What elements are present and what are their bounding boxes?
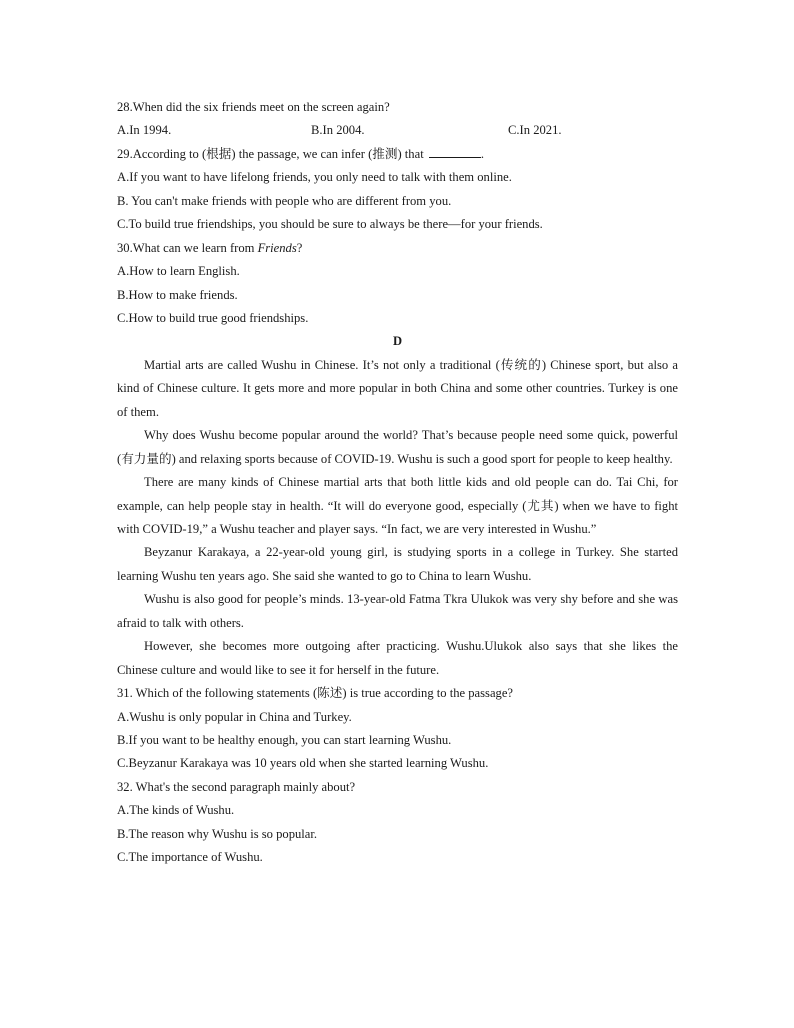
question-32-option-c: C.The importance of Wushu. bbox=[117, 850, 263, 865]
passage-paragraph-1: Martial arts are called Wushu in Chinese. It’s not only a traditional (传统的) Chinese sport, but also a kind of Chinese culture. It gets more and more popular in both China and some other countries. Turkey is one of them. bbox=[117, 357, 678, 419]
question-30-stem bbox=[117, 237, 678, 260]
question-30-stem-title: Friends bbox=[257, 240, 297, 255]
question-31-option-b: B.If you want to be healthy enough, you can start learning Wushu. bbox=[117, 733, 452, 748]
passage-paragraph-3: There are many kinds of Chinese martial arts that both little kids and old people can do. Tai Chi, for example, can help people stay in health. “It will do everyone good, especially (尤其) when we have to fight with COVID-19,” a Wushu teacher and player says. “In fact, we are very interested in Wushu.” bbox=[117, 475, 678, 536]
question-28-options bbox=[117, 119, 678, 142]
question-30-option-b: B.How to make friends. bbox=[117, 287, 238, 302]
passage-paragraph-4: Beyzanur Karakaya, a 22-year-old young girl, is studying sports in a college in Turkey. She started learning Wushu ten years ago. She said she wanted to go to China to learn Wushu. bbox=[117, 545, 678, 583]
question-31-stem: 31. Which of the following statements (陈述) is true according to the passage? bbox=[117, 686, 514, 701]
question-32-stem: 32. What's the second paragraph mainly about? bbox=[117, 779, 356, 794]
question-28-option-a: A.In 1994. bbox=[117, 123, 172, 138]
passage-paragraph-6: However, she becomes more outgoing after practicing. Wushu.Ulukok also says that she likes the Chinese culture and would like to see it for herself in the future. bbox=[117, 639, 678, 677]
question-28-option-b: B.In 2004. bbox=[311, 123, 365, 138]
question-32-option-b: B.The reason why Wushu is so popular. bbox=[117, 826, 318, 841]
question-30-stem-pre: 30.What can we learn from bbox=[117, 240, 258, 255]
passage-paragraph-2: Why does Wushu become popular around the world? That’s because people need some quick, powerful (有力量的) and relaxing sports because of COVID-19. Wushu is such a good sport for people to keep healthy. bbox=[117, 428, 678, 466]
question-28-option-c: C.In 2021. bbox=[508, 123, 562, 138]
question-29-stem-end: . bbox=[480, 146, 485, 161]
passage-paragraph-5: Wushu is also good for people’s minds. 13-year-old Fatma Tkra Ulukok was very shy before and she was afraid to talk with others. bbox=[117, 592, 678, 630]
question-29-option-c: C.To build true friendships, you should be sure to always be there—for your friends. bbox=[117, 217, 543, 232]
question-30-stem-post: ? bbox=[296, 240, 303, 255]
question-31-option-c: C.Beyzanur Karakaya was 10 years old when she started learning Wushu. bbox=[117, 756, 489, 771]
question-29-option-a: A.If you want to have lifelong friends, you only need to talk with them online. bbox=[117, 170, 512, 185]
question-30-option-a: A.How to learn English. bbox=[117, 264, 240, 279]
page-content bbox=[117, 96, 678, 870]
question-29-option-b: B. You can't make friends with people who are different from you. bbox=[117, 193, 452, 208]
question-31-option-a: A.Wushu is only popular in China and Turkey. bbox=[117, 709, 352, 724]
question-29-stem bbox=[117, 143, 678, 166]
question-30-option-c: C.How to build true good friendships. bbox=[117, 310, 309, 325]
question-29-stem-text: 29.According to (根据) the passage, we can infer (推测) that bbox=[117, 146, 424, 161]
question-28-stem: 28.When did the six friends meet on the screen again? bbox=[117, 100, 390, 114]
answer-blank bbox=[429, 146, 481, 158]
section-d-heading: D bbox=[392, 334, 403, 349]
question-32-option-a: A.The kinds of Wushu. bbox=[117, 803, 235, 818]
